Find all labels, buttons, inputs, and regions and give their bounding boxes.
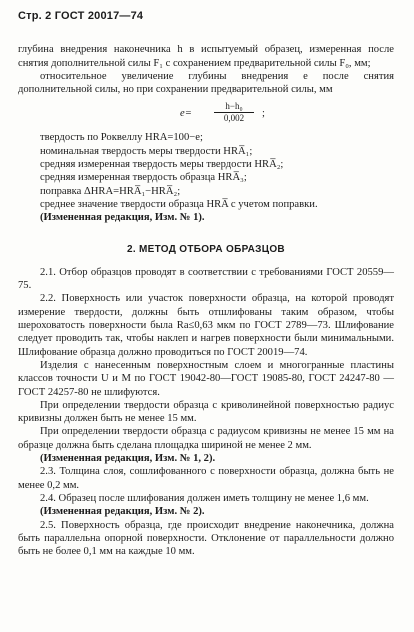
page-header: Стр. 2 ГОСТ 20017—74 [18, 10, 144, 22]
para-2-4: 2.4. Образец после шлифования должен иметь толщину не менее 1,6 мм. [40, 492, 369, 504]
para-2-1: 2.1. Отбор образцов проводят в соответствии с требованиями ГОСТ 20559—75. [18, 266, 394, 292]
para-radius: При определении твердости образца с радиусом кривизны не менее 15 мм на образце должна быть сделана площадка шириной не менее 2 мм. [18, 426, 394, 451]
amendment-note-2: (Измененная редакция, Изм. № 1, 2). [40, 453, 216, 465]
formula-lhs: e= [180, 108, 192, 120]
amendment-note-1: (Измененная редакция, Изм. № 1). [40, 212, 205, 224]
para-2-3: 2.3. Толщина слоя, сошлифованного с поверхности образца, должна быть не менее 0,2 мм. [18, 466, 394, 491]
para-curved: При определении твердости образца с криволинейной поверхностью радиус кривизны должен быть не менее 15 мм. [18, 399, 394, 425]
document-page [18, 10, 394, 558]
formula-fraction [214, 101, 254, 123]
def-hra: твердость по Роквеллу HRA=100−e; [40, 132, 203, 144]
formula-denominator: 0,002 [223, 113, 245, 124]
def-hra1: номинальная твердость меры твердости HRA̅₁; [40, 145, 253, 157]
para-coated: Изделия с нанесенным поверхностным слоем и многогранные пластины классов точности U и M по ГОСТ 19042-80—ГОСТ 19085-80, ГОСТ 24247-80 — ГОСТ 24257-80 не шлифуются. [18, 359, 394, 398]
section-heading: 2. МЕТОД ОТБОРА ОБРАЗЦОВ [127, 243, 285, 255]
amendment-note-3: (Измененная редакция, Изм. № 2). [40, 506, 205, 518]
para-2-2: 2.2. Поверхность или участок поверхности образца, на которой проводят измерение твердости, должны быть отшлифованы таким образом, чтобы шероховатость поверхности была Ra≤0,63 мкм по ГОСТ 2789—73. Шлифование следует проводить так, чтобы наклеп и нагрев поверхности были минимальными. Шлифование образца должно проводиться по ГОСТ 20019—74. [18, 293, 394, 358]
def-hra2: средняя измеренная твердость меры твердости HRA̅₂; [40, 159, 284, 171]
para-2-5: 2.5. Поверхность образца, где происходит внедрение наконечника, должна быть параллельна опорной поверхности. Отклонение от параллельности должно быть не более 0,1 мм на каждые 10 мм. [18, 519, 394, 558]
formula-end: ; [262, 108, 265, 120]
def-hra3: средняя измеренная твердость образца HRA̅₃; [40, 172, 247, 184]
definition-depth: глубина внедрения наконечника h в испытуемый образец, измеренная после снятия дополнительной силы F₁ с сохранением предварительной силы F₀, мм; [18, 44, 394, 69]
def-mean: среднее значение твердости образца HRA̅ с учетом поправки. [40, 198, 318, 210]
definition-increase: относительное увеличение глубины внедрения e после снятия дополнительной силы, но при сохранении предварительной силы, мм [18, 70, 394, 96]
def-correction: поправка ΔHRA=HRA̅₁−HRA̅₂; [40, 185, 181, 197]
formula-numerator: h−h₀ [214, 101, 254, 113]
formula [18, 101, 394, 125]
